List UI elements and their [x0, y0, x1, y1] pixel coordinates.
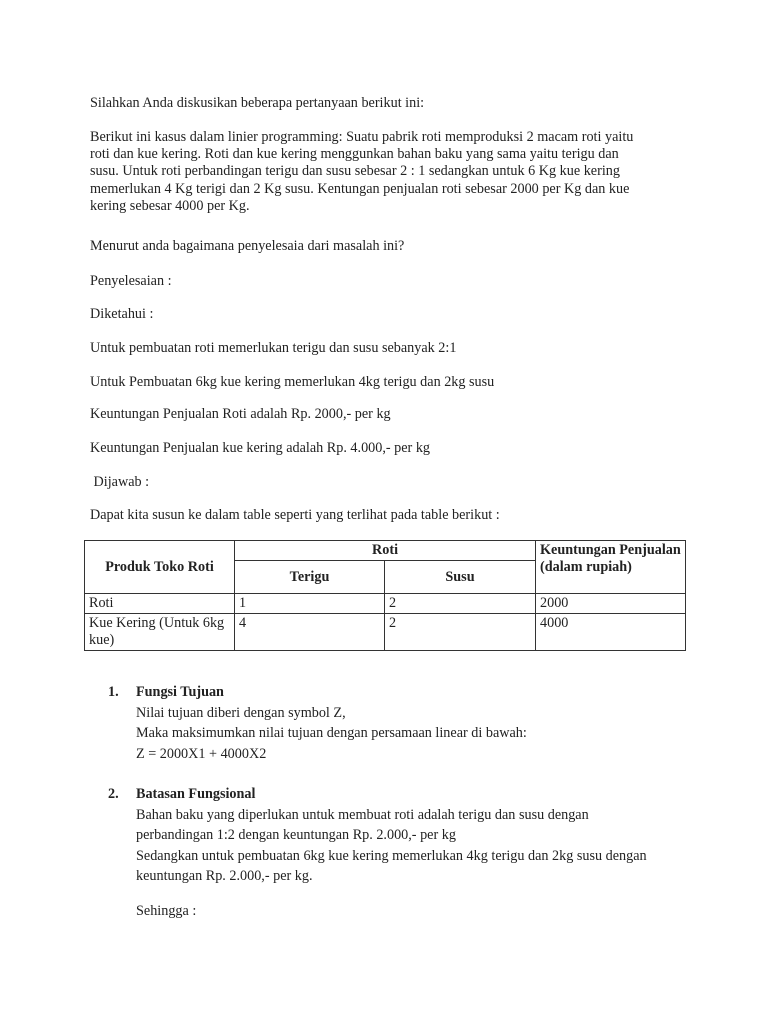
header-susu: Susu [385, 561, 536, 594]
product-table [84, 540, 686, 651]
cell-produk: Kue Kering (Untuk 6kg kue) [85, 614, 235, 651]
header-terigu: Terigu [235, 561, 385, 594]
fact-line: Untuk Pembuatan 6kg kue kering memerlukan 4kg terigu dan 2kg susu [90, 374, 495, 390]
fact-line: Keuntungan Penjualan Roti adalah Rp. 2000,- per kg [90, 406, 391, 422]
section-title: Fungsi Tujuan [136, 684, 224, 700]
cell-untung: 2000 [536, 594, 686, 614]
sehingga-label: Sehingga : [136, 902, 197, 919]
cell-terigu: 4 [235, 614, 385, 651]
case-line: memerlukan 4 Kg terigi dan 2 Kg susu. Kentungan penjualan roti sebesar 2000 per Kg dan kue [90, 180, 630, 197]
header-roti-group: Roti [235, 541, 536, 561]
diketahui-label: Diketahui : [90, 306, 154, 322]
header-produk: Produk Toko Roti [85, 541, 235, 594]
section-line: Bahan baku yang diperlukan untuk membuat roti adalah terigu dan susu dengan [136, 806, 589, 823]
case-line: roti dan kue kering. Roti dan kue kering menggunkan bahan baku yang sama yaitu terigu dan [90, 146, 619, 163]
table-header-row [85, 541, 686, 561]
section-line: Nilai tujuan diberi dengan symbol Z, [136, 704, 346, 721]
cell-susu: 2 [385, 614, 536, 651]
section-line: Maka maksimumkan nilai tujuan dengan persamaan linear di bawah: [136, 725, 527, 741]
section-number: 2. [108, 786, 119, 802]
table-row [85, 594, 686, 614]
section-number: 1. [108, 684, 119, 700]
section-line: Sedangkan untuk pembuatan 6kg kue kering memerlukan 4kg terigu dan 2kg susu dengan [136, 847, 647, 864]
case-line: susu. Untuk roti perbandingan terigu dan susu sebesar 2 : 1 sedangkan untuk 6 Kg kue kering [90, 163, 620, 180]
case-line: kering sebesar 4000 per Kg. [90, 197, 250, 214]
penyelesaian-label: Penyelesaian : [90, 273, 172, 289]
header-keuntungan: Keuntungan Penjualan (dalam rupiah) [536, 541, 686, 594]
section-fungsi-tujuan [136, 682, 527, 764]
case-line: Berikut ini kasus dalam linier programming: Suatu pabrik roti memproduksi 2 macam roti yaitu [90, 129, 634, 145]
section-title: Batasan Fungsional [136, 786, 256, 802]
fact-line: Untuk pembuatan roti memerlukan terigu dan susu sebanyak 2:1 [90, 340, 457, 356]
fact-line: Keuntungan Penjualan kue kering adalah Rp. 4.000,- per kg [90, 440, 431, 456]
section-batasan-fungsional [136, 784, 647, 921]
table-row [85, 614, 686, 651]
case-paragraph [90, 129, 633, 215]
cell-susu: 2 [385, 594, 536, 614]
section-line: perbandingan 1:2 dengan keuntungan Rp. 2.000,- per kg [136, 827, 456, 843]
section-line: keuntungan Rp. 2.000,- per kg. [136, 868, 313, 884]
blank-line [136, 887, 647, 901]
cell-terigu: 1 [235, 594, 385, 614]
intro-text: Silahkan Anda diskusikan beberapa pertanyaan berikut ini: [90, 95, 425, 111]
table-intro-text: Dapat kita susun ke dalam table seperti yang terlihat pada table berikut : [90, 507, 500, 523]
cell-untung: 4000 [536, 614, 686, 651]
question-text: Menurut anda bagaimana penyelesaia dari masalah ini? [90, 238, 405, 254]
dijawab-label: Dijawab : [90, 474, 150, 490]
section-line: Z = 2000X1 + 4000X2 [136, 745, 267, 762]
cell-produk: Roti [85, 594, 235, 614]
